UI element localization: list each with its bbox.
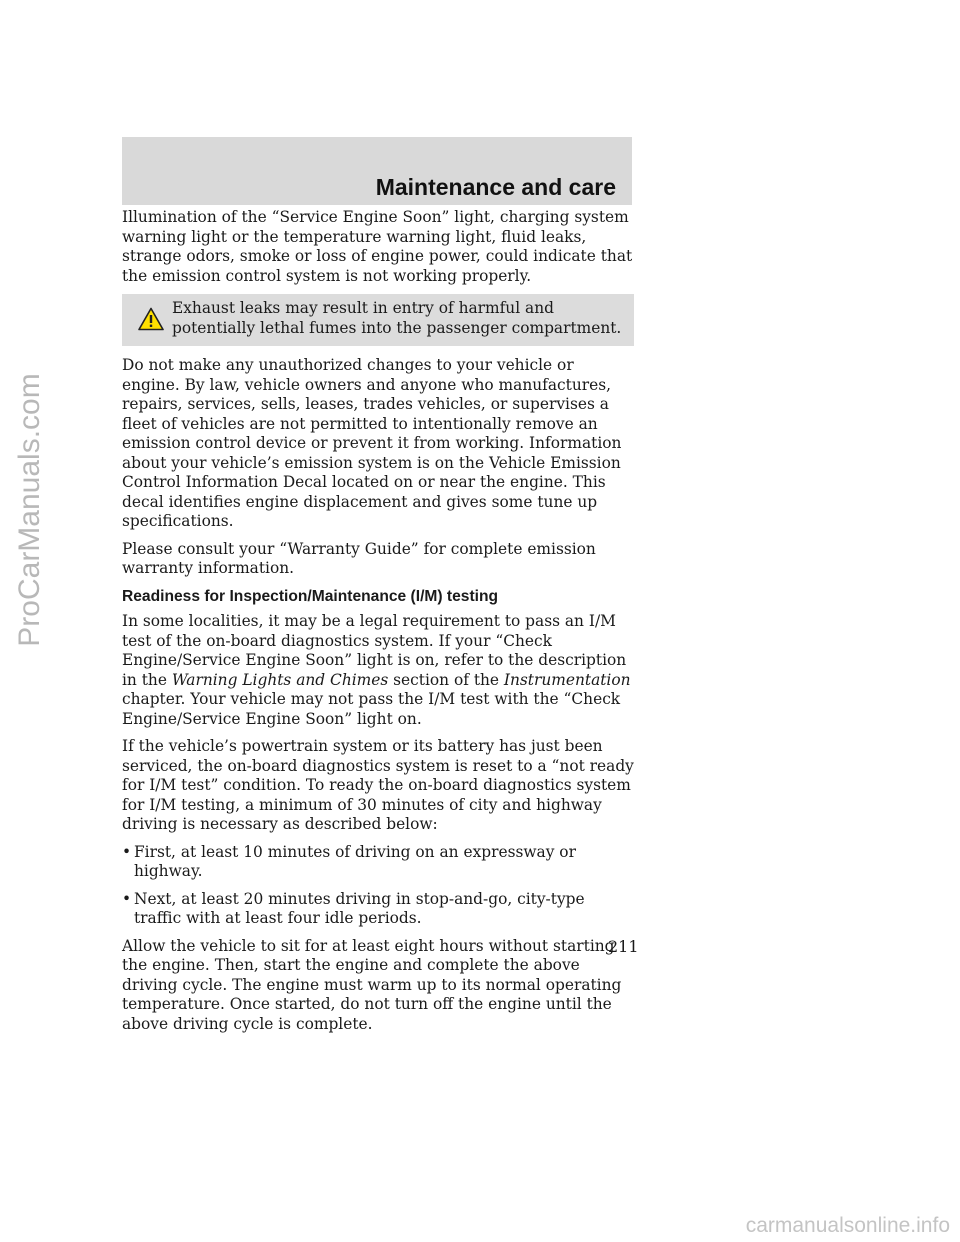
list-item — [122, 843, 634, 882]
page-content — [122, 208, 634, 1042]
warning-box — [122, 294, 634, 346]
section-title: Maintenance and care — [375, 174, 616, 200]
paragraph-warranty-guide: Please consult your “Warranty Guide” for complete emission warranty information. — [122, 539, 596, 577]
text-segment: In some localities, it may be a legal requirement to pass an I/M test of the on-board diagnostics system. If your “Check Engine/Service Engine Soon” light is on, refer to the description in the — [122, 612, 627, 689]
bullet-icon: • — [122, 842, 132, 861]
side-watermark-text: ProCarManuals.com — [13, 373, 46, 647]
paragraph-driving-cycle: Allow the vehicle to sit for at least eight hours without starting the engine. Then, start the engine and complete the above driving cycle. The engine must warm up to its normal operating temperature. Once started, do not turn off the engine until the above driving cycle is complete. — [122, 936, 622, 1033]
paragraph-emission-warning-signs: Illumination of the “Service Engine Soon” light, charging system warning light or the temperature warning light, fluid leaks, strange odors, smoke or loss of engine power, could indicate that the emission control system is not working properly. — [122, 208, 633, 285]
page-number: 211 — [608, 937, 639, 956]
header-band — [122, 137, 632, 205]
list-item — [122, 890, 634, 929]
link-warning-lights-chimes: Warning Lights and Chimes — [171, 670, 389, 689]
subheading-im-testing: Readiness for Inspection/Maintenance (I/M) testing — [122, 587, 499, 605]
paragraph-im-test-requirement — [122, 612, 634, 729]
link-instrumentation: Instrumentation — [503, 670, 631, 689]
bullet-icon: • — [122, 889, 132, 908]
bottom-watermark: carmanualsonline.info — [745, 1214, 950, 1237]
list-item-text: Next, at least 20 minutes driving in stop-and-go, city-type traffic with at least four idle periods. — [134, 889, 585, 927]
list-item-text: First, at least 10 minutes of driving on an expressway or highway. — [134, 842, 576, 880]
text-segment: chapter. Your vehicle may not pass the I/M test with the “Check Engine/Service Engine Soon” light on. — [122, 690, 621, 728]
warning-text: Exhaust leaks may result in entry of harmful and potentially lethal fumes into the passenger compartment. — [172, 299, 622, 337]
text-segment: section of the — [388, 670, 504, 689]
warning-triangle-icon — [138, 307, 164, 331]
paragraph-unauthorized-changes: Do not make any unauthorized changes to your vehicle or engine. By law, vehicle owners and anyone who manufactures, repairs, services, sells, leases, trades vehicles, or supervises a fleet of vehicles are not permitted to intentionally remove an emission control device or prevent it from working. Information about your vehicle’s emission system is on the Vehicle Emission Control Information Decal located on or near the engine. This decal identifies engine displacement and gives some tune up specifications. — [122, 356, 622, 530]
paragraph-reset-condition: If the vehicle’s powertrain system or its battery has just been serviced, the on-board diagnostics system is reset to a “not ready for I/M test” condition. To ready the on-board diagnostics system for I/M testing, a minimum of 30 minutes of city and highway driving is necessary as described below: — [122, 737, 634, 833]
